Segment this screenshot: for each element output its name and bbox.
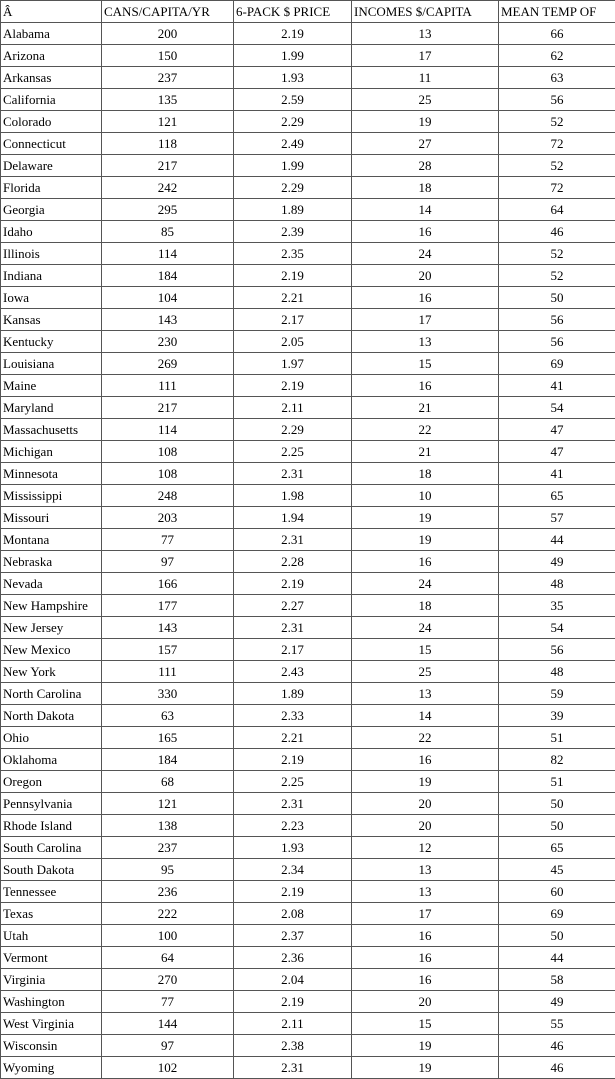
income-cell: 20	[352, 991, 499, 1013]
price-cell: 1.98	[234, 485, 352, 507]
price-cell: 2.49	[234, 133, 352, 155]
income-cell: 11	[352, 67, 499, 89]
header-incomes-per-capita: INCOMES $/CAPITA	[352, 1, 499, 23]
price-cell: 2.21	[234, 287, 352, 309]
income-cell: 15	[352, 353, 499, 375]
table-row	[1, 199, 615, 221]
temp-cell: 55	[499, 1013, 615, 1035]
income-cell: 28	[352, 155, 499, 177]
temp-cell: 50	[499, 287, 615, 309]
income-cell: 16	[352, 375, 499, 397]
state-cell: New Jersey	[1, 617, 102, 639]
price-cell: 2.25	[234, 771, 352, 793]
state-cell: Rhode Island	[1, 815, 102, 837]
price-cell: 2.34	[234, 859, 352, 881]
table-row	[1, 353, 615, 375]
state-cell: Florida	[1, 177, 102, 199]
income-cell: 18	[352, 595, 499, 617]
temp-cell: 49	[499, 991, 615, 1013]
cans-cell: 330	[102, 683, 234, 705]
price-cell: 2.35	[234, 243, 352, 265]
cans-cell: 203	[102, 507, 234, 529]
state-cell: Wisconsin	[1, 1035, 102, 1057]
income-cell: 18	[352, 463, 499, 485]
state-cell: North Dakota	[1, 705, 102, 727]
state-cell: Pennsylvania	[1, 793, 102, 815]
price-cell: 2.25	[234, 441, 352, 463]
state-cell: Connecticut	[1, 133, 102, 155]
state-cell: Oklahoma	[1, 749, 102, 771]
income-cell: 19	[352, 111, 499, 133]
cans-cell: 184	[102, 749, 234, 771]
price-cell: 1.89	[234, 199, 352, 221]
temp-cell: 66	[499, 23, 615, 45]
income-cell: 12	[352, 837, 499, 859]
temp-cell: 50	[499, 815, 615, 837]
price-cell: 1.89	[234, 683, 352, 705]
income-cell: 19	[352, 1057, 499, 1079]
price-cell: 2.29	[234, 177, 352, 199]
table-row	[1, 375, 615, 397]
price-cell: 2.31	[234, 617, 352, 639]
state-cell: West Virginia	[1, 1013, 102, 1035]
table-row	[1, 837, 615, 859]
cans-cell: 108	[102, 463, 234, 485]
cans-cell: 177	[102, 595, 234, 617]
price-cell: 2.19	[234, 375, 352, 397]
income-cell: 13	[352, 683, 499, 705]
price-cell: 2.19	[234, 749, 352, 771]
temp-cell: 48	[499, 573, 615, 595]
cans-cell: 237	[102, 67, 234, 89]
table-row	[1, 925, 615, 947]
temp-cell: 41	[499, 375, 615, 397]
cans-cell: 121	[102, 793, 234, 815]
table-row	[1, 419, 615, 441]
table-row	[1, 463, 615, 485]
price-cell: 2.19	[234, 23, 352, 45]
state-cell: Washington	[1, 991, 102, 1013]
cans-cell: 100	[102, 925, 234, 947]
cans-cell: 295	[102, 199, 234, 221]
cans-cell: 85	[102, 221, 234, 243]
state-cell: Delaware	[1, 155, 102, 177]
table-row	[1, 881, 615, 903]
income-cell: 13	[352, 859, 499, 881]
cans-cell: 121	[102, 111, 234, 133]
price-cell: 2.31	[234, 463, 352, 485]
table-row	[1, 903, 615, 925]
cans-cell: 236	[102, 881, 234, 903]
temp-cell: 47	[499, 441, 615, 463]
table-row	[1, 67, 615, 89]
price-cell: 2.11	[234, 397, 352, 419]
price-cell: 2.19	[234, 573, 352, 595]
cans-cell: 217	[102, 397, 234, 419]
table-row	[1, 991, 615, 1013]
cans-cell: 111	[102, 375, 234, 397]
cans-cell: 157	[102, 639, 234, 661]
table-row	[1, 529, 615, 551]
price-cell: 2.38	[234, 1035, 352, 1057]
cans-cell: 102	[102, 1057, 234, 1079]
price-cell: 2.08	[234, 903, 352, 925]
price-cell: 2.43	[234, 661, 352, 683]
temp-cell: 52	[499, 155, 615, 177]
cans-cell: 104	[102, 287, 234, 309]
table-header	[1, 1, 615, 23]
table-row	[1, 969, 615, 991]
table-row	[1, 309, 615, 331]
temp-cell: 45	[499, 859, 615, 881]
table-row	[1, 485, 615, 507]
price-cell: 2.05	[234, 331, 352, 353]
state-cell: Minnesota	[1, 463, 102, 485]
cans-cell: 108	[102, 441, 234, 463]
state-cell: Iowa	[1, 287, 102, 309]
price-cell: 2.33	[234, 705, 352, 727]
income-cell: 21	[352, 397, 499, 419]
cans-cell: 269	[102, 353, 234, 375]
cans-cell: 230	[102, 331, 234, 353]
cans-cell: 135	[102, 89, 234, 111]
state-cell: Idaho	[1, 221, 102, 243]
temp-cell: 56	[499, 309, 615, 331]
temp-cell: 50	[499, 925, 615, 947]
header-cans-per-capita: CANS/CAPITA/YR	[102, 1, 234, 23]
income-cell: 16	[352, 969, 499, 991]
income-cell: 16	[352, 221, 499, 243]
table-row	[1, 441, 615, 463]
income-cell: 10	[352, 485, 499, 507]
income-cell: 17	[352, 45, 499, 67]
temp-cell: 50	[499, 793, 615, 815]
temp-cell: 64	[499, 199, 615, 221]
price-cell: 2.11	[234, 1013, 352, 1035]
temp-cell: 52	[499, 265, 615, 287]
price-cell: 2.29	[234, 111, 352, 133]
temp-cell: 52	[499, 111, 615, 133]
cans-cell: 77	[102, 529, 234, 551]
price-cell: 2.31	[234, 529, 352, 551]
table-body	[1, 23, 615, 1079]
state-cell: Nebraska	[1, 551, 102, 573]
cans-cell: 200	[102, 23, 234, 45]
state-cell: New Hampshire	[1, 595, 102, 617]
temp-cell: 46	[499, 1057, 615, 1079]
state-cell: Kansas	[1, 309, 102, 331]
temp-cell: 69	[499, 903, 615, 925]
income-cell: 13	[352, 331, 499, 353]
temp-cell: 41	[499, 463, 615, 485]
price-cell: 1.93	[234, 67, 352, 89]
income-cell: 16	[352, 287, 499, 309]
price-cell: 2.28	[234, 551, 352, 573]
state-cell: Louisiana	[1, 353, 102, 375]
table-row	[1, 1013, 615, 1035]
cans-cell: 184	[102, 265, 234, 287]
temp-cell: 62	[499, 45, 615, 67]
price-cell: 2.19	[234, 265, 352, 287]
state-cell: Texas	[1, 903, 102, 925]
state-cell: Alabama	[1, 23, 102, 45]
state-cell: Nevada	[1, 573, 102, 595]
state-cell: South Carolina	[1, 837, 102, 859]
table-row	[1, 89, 615, 111]
price-cell: 2.36	[234, 947, 352, 969]
price-cell: 2.37	[234, 925, 352, 947]
income-cell: 18	[352, 177, 499, 199]
header-six-pack-price: 6-PACK $ PRICE	[234, 1, 352, 23]
cans-cell: 68	[102, 771, 234, 793]
state-cell: Maryland	[1, 397, 102, 419]
temp-cell: 72	[499, 133, 615, 155]
price-cell: 2.21	[234, 727, 352, 749]
table-row	[1, 815, 615, 837]
state-cell: Mississippi	[1, 485, 102, 507]
temp-cell: 49	[499, 551, 615, 573]
temp-cell: 56	[499, 89, 615, 111]
table-row	[1, 573, 615, 595]
price-cell: 2.19	[234, 991, 352, 1013]
state-cell: Maine	[1, 375, 102, 397]
cans-cell: 150	[102, 45, 234, 67]
temp-cell: 65	[499, 837, 615, 859]
state-cell: Arkansas	[1, 67, 102, 89]
table-row	[1, 1057, 615, 1079]
state-cell: Kentucky	[1, 331, 102, 353]
state-cell: Georgia	[1, 199, 102, 221]
income-cell: 13	[352, 23, 499, 45]
state-cell: Oregon	[1, 771, 102, 793]
state-cell: Ohio	[1, 727, 102, 749]
table-row	[1, 331, 615, 353]
temp-cell: 54	[499, 617, 615, 639]
income-cell: 16	[352, 925, 499, 947]
income-cell: 14	[352, 199, 499, 221]
temp-cell: 59	[499, 683, 615, 705]
cans-cell: 97	[102, 1035, 234, 1057]
state-cell: California	[1, 89, 102, 111]
state-cell: Missouri	[1, 507, 102, 529]
price-cell: 2.27	[234, 595, 352, 617]
income-cell: 17	[352, 309, 499, 331]
price-cell: 2.17	[234, 309, 352, 331]
table-row	[1, 177, 615, 199]
temp-cell: 57	[499, 507, 615, 529]
temp-cell: 63	[499, 67, 615, 89]
price-cell: 2.17	[234, 639, 352, 661]
price-cell: 1.99	[234, 45, 352, 67]
table-row	[1, 45, 615, 67]
income-cell: 22	[352, 727, 499, 749]
state-cell: Arizona	[1, 45, 102, 67]
table-row	[1, 221, 615, 243]
table-row	[1, 771, 615, 793]
temp-cell: 44	[499, 529, 615, 551]
temp-cell: 58	[499, 969, 615, 991]
income-cell: 20	[352, 265, 499, 287]
cans-cell: 144	[102, 1013, 234, 1035]
income-cell: 14	[352, 705, 499, 727]
price-cell: 2.23	[234, 815, 352, 837]
header-row	[1, 1, 615, 23]
state-cell: Colorado	[1, 111, 102, 133]
temp-cell: 44	[499, 947, 615, 969]
table-row	[1, 155, 615, 177]
cans-cell: 95	[102, 859, 234, 881]
table-row	[1, 1035, 615, 1057]
price-cell: 2.04	[234, 969, 352, 991]
table-row	[1, 133, 615, 155]
income-cell: 19	[352, 1035, 499, 1057]
cans-cell: 248	[102, 485, 234, 507]
state-cell: South Dakota	[1, 859, 102, 881]
cans-cell: 138	[102, 815, 234, 837]
state-cell: Utah	[1, 925, 102, 947]
table-row	[1, 287, 615, 309]
state-cell: Virginia	[1, 969, 102, 991]
cans-cell: 166	[102, 573, 234, 595]
income-cell: 25	[352, 89, 499, 111]
cans-cell: 114	[102, 243, 234, 265]
table-row	[1, 705, 615, 727]
table-row	[1, 111, 615, 133]
table-row	[1, 243, 615, 265]
table-row	[1, 859, 615, 881]
cans-cell: 114	[102, 419, 234, 441]
state-cell: North Carolina	[1, 683, 102, 705]
state-cell: New York	[1, 661, 102, 683]
temp-cell: 35	[499, 595, 615, 617]
table-row	[1, 683, 615, 705]
state-cell: Massachusetts	[1, 419, 102, 441]
income-cell: 24	[352, 617, 499, 639]
income-cell: 20	[352, 815, 499, 837]
state-cell: Montana	[1, 529, 102, 551]
temp-cell: 39	[499, 705, 615, 727]
temp-cell: 46	[499, 1035, 615, 1057]
income-cell: 24	[352, 573, 499, 595]
state-cell: Vermont	[1, 947, 102, 969]
state-cell: Indiana	[1, 265, 102, 287]
income-cell: 19	[352, 507, 499, 529]
income-cell: 15	[352, 639, 499, 661]
income-cell: 16	[352, 551, 499, 573]
temp-cell: 52	[499, 243, 615, 265]
price-cell: 2.31	[234, 1057, 352, 1079]
temp-cell: 51	[499, 771, 615, 793]
table-row	[1, 793, 615, 815]
state-cell: Illinois	[1, 243, 102, 265]
income-cell: 25	[352, 661, 499, 683]
income-cell: 20	[352, 793, 499, 815]
table-row	[1, 661, 615, 683]
price-cell: 1.99	[234, 155, 352, 177]
table-row	[1, 507, 615, 529]
temp-cell: 51	[499, 727, 615, 749]
cans-cell: 242	[102, 177, 234, 199]
price-cell: 2.29	[234, 419, 352, 441]
table-row	[1, 265, 615, 287]
income-cell: 22	[352, 419, 499, 441]
temp-cell: 56	[499, 331, 615, 353]
cans-cell: 77	[102, 991, 234, 1013]
price-cell: 2.39	[234, 221, 352, 243]
cans-cell: 63	[102, 705, 234, 727]
income-cell: 13	[352, 881, 499, 903]
cans-cell: 143	[102, 309, 234, 331]
table-row	[1, 947, 615, 969]
income-cell: 19	[352, 529, 499, 551]
cans-cell: 222	[102, 903, 234, 925]
temp-cell: 60	[499, 881, 615, 903]
table-row	[1, 749, 615, 771]
temp-cell: 69	[499, 353, 615, 375]
cans-cell: 143	[102, 617, 234, 639]
table-row	[1, 617, 615, 639]
income-cell: 21	[352, 441, 499, 463]
price-cell: 1.97	[234, 353, 352, 375]
price-cell: 2.31	[234, 793, 352, 815]
temp-cell: 48	[499, 661, 615, 683]
temp-cell: 47	[499, 419, 615, 441]
table-row	[1, 397, 615, 419]
cans-cell: 118	[102, 133, 234, 155]
price-cell: 1.93	[234, 837, 352, 859]
income-cell: 27	[352, 133, 499, 155]
table-row	[1, 23, 615, 45]
table-row	[1, 727, 615, 749]
price-cell: 2.19	[234, 881, 352, 903]
cans-cell: 237	[102, 837, 234, 859]
income-cell: 17	[352, 903, 499, 925]
temp-cell: 56	[499, 639, 615, 661]
income-cell: 16	[352, 749, 499, 771]
table-row	[1, 639, 615, 661]
price-cell: 1.94	[234, 507, 352, 529]
income-cell: 24	[352, 243, 499, 265]
temp-cell: 72	[499, 177, 615, 199]
cans-cell: 97	[102, 551, 234, 573]
state-cell: Wyoming	[1, 1057, 102, 1079]
temp-cell: 54	[499, 397, 615, 419]
cans-cell: 111	[102, 661, 234, 683]
income-cell: 16	[352, 947, 499, 969]
state-cell: Michigan	[1, 441, 102, 463]
table-row	[1, 551, 615, 573]
state-cell: Tennessee	[1, 881, 102, 903]
income-cell: 19	[352, 771, 499, 793]
header-mean-temp: MEAN TEMP OF	[499, 1, 615, 23]
cans-cell: 165	[102, 727, 234, 749]
temp-cell: 65	[499, 485, 615, 507]
cans-cell: 270	[102, 969, 234, 991]
cans-cell: 217	[102, 155, 234, 177]
temp-cell: 46	[499, 221, 615, 243]
header-state: Â	[1, 1, 102, 23]
temp-cell: 82	[499, 749, 615, 771]
table-row	[1, 595, 615, 617]
income-cell: 15	[352, 1013, 499, 1035]
cans-cell: 64	[102, 947, 234, 969]
state-cell: New Mexico	[1, 639, 102, 661]
price-cell: 2.59	[234, 89, 352, 111]
